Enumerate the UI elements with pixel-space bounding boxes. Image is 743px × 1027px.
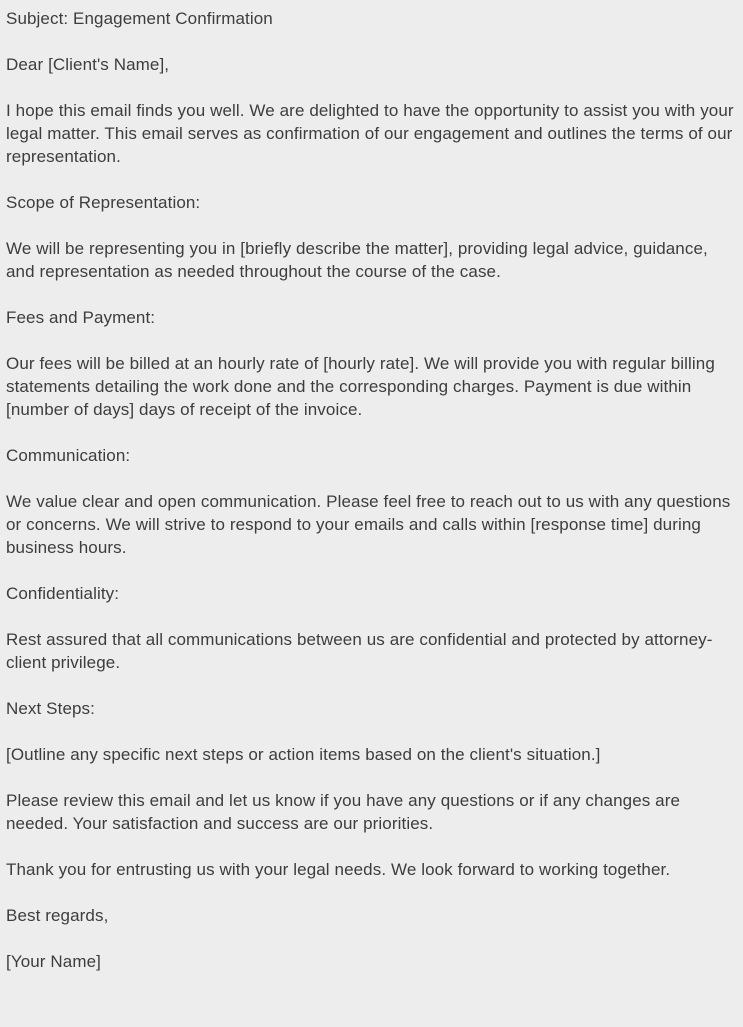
- closing-paragraph-review: Please review this email and let us know if you have any questions or if any changes are needed. Your satisfaction and success are our priorities.: [6, 791, 681, 833]
- signature: [Your Name]: [6, 952, 101, 971]
- subject-line: Subject: Engagement Confirmation: [6, 9, 273, 28]
- section-heading-next-steps: Next Steps:: [6, 699, 95, 718]
- section-body-fees: Our fees will be billed at an hourly rate of [hourly rate]. We will provide you with regular billing statements detailing the work done and the corresponding charges. Payment is due within [number of days] days of receipt of the invoice.: [6, 354, 715, 419]
- sign-off: Best regards,: [6, 906, 109, 925]
- section-heading-confidentiality: Confidentiality:: [6, 584, 120, 603]
- section-body-confidentiality: Rest assured that all communications between us are confidential and protected by attorney-client privilege.: [6, 630, 713, 672]
- closing-paragraph-thanks: Thank you for entrusting us with your legal needs. We look forward to working together.: [6, 860, 671, 879]
- greeting: Dear [Client's Name],: [6, 55, 170, 74]
- section-body-next-steps: [Outline any specific next steps or action items based on the client's situation.]: [6, 745, 601, 764]
- section-heading-communication: Communication:: [6, 446, 131, 465]
- section-body-communication: We value clear and open communication. Please feel free to reach out to us with any questions or concerns. We will strive to respond to your emails and calls within [response time] during business hours.: [6, 492, 731, 557]
- section-heading-scope: Scope of Representation:: [6, 193, 201, 212]
- intro-paragraph: I hope this email finds you well. We are delighted to have the opportunity to assist you with your legal matter. This email serves as confirmation of our engagement and outlines the terms of our representation.: [6, 101, 734, 166]
- section-body-scope: We will be representing you in [briefly describe the matter], providing legal advice, guidance, and representation as needed throughout the course of the case.: [6, 239, 708, 281]
- section-heading-fees: Fees and Payment:: [6, 308, 156, 327]
